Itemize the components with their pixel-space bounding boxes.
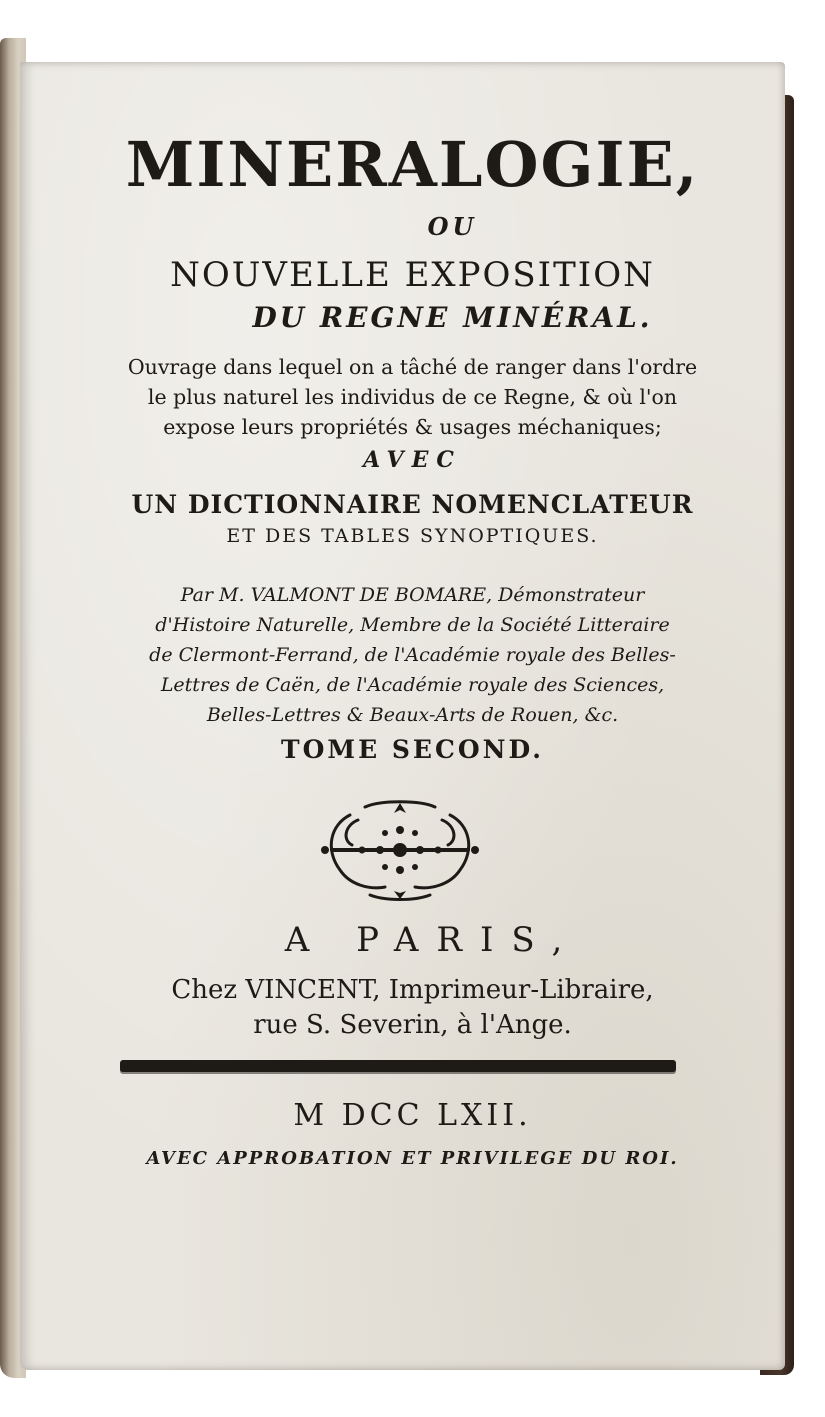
author-line: Lettres de Caën, de l'Académie royale des Sciences,: [160, 674, 665, 696]
dictionary-line-1: UN DICTIONNAIRE NOMENCLATEUR: [131, 490, 694, 519]
floral-vignette-icon: [310, 795, 490, 905]
publisher-line-1: Chez VINCENT, Imprimeur-Libraire,: [171, 975, 654, 1005]
author-line: Par M. VALMONT DE BOMARE, Démonstrateur: [180, 584, 645, 606]
book-title: MINERALOGIE,: [125, 128, 700, 201]
description: [0, 352, 825, 442]
publisher-line-2: rue S. Severin, à l'Ange.: [253, 1010, 572, 1040]
title-conjunction: OU: [427, 212, 478, 241]
publication-date: M DCC LXII.: [293, 1098, 532, 1133]
royal-privilege: AVEC APPROBATION ET PRIVILEGE DU ROI.: [146, 1148, 679, 1169]
author-line: de Clermont-Ferrand, de l'Académie royale des Belles-: [149, 644, 676, 666]
description-line: le plus naturel les individus de ce Regne, & où l'on: [147, 385, 678, 409]
subtitle-line-1: NOUVELLE EXPOSITION: [170, 255, 655, 295]
author-line: Belles-Lettres & Beaux-Arts de Rouen, &c.: [206, 704, 619, 726]
avec-label: AVEC: [363, 447, 462, 473]
author-line: d'Histoire Naturelle, Membre de la Société Litteraire: [155, 614, 670, 636]
thick-rule-divider: [120, 1060, 676, 1072]
dictionary-line-2: ET DES TABLES SYNOPTIQUES.: [226, 525, 599, 547]
author-block: [0, 580, 825, 730]
imprint-place: A PARIS,: [284, 920, 581, 960]
description-line: Ouvrage dans lequel on a tâché de ranger dans l'ordre: [127, 355, 698, 379]
description-line: expose leurs propriétés & usages méchaniques;: [163, 415, 662, 439]
volume-label: TOME SECOND.: [281, 735, 544, 764]
subtitle-line-2: DU REGNE MINÉRAL.: [252, 301, 653, 334]
